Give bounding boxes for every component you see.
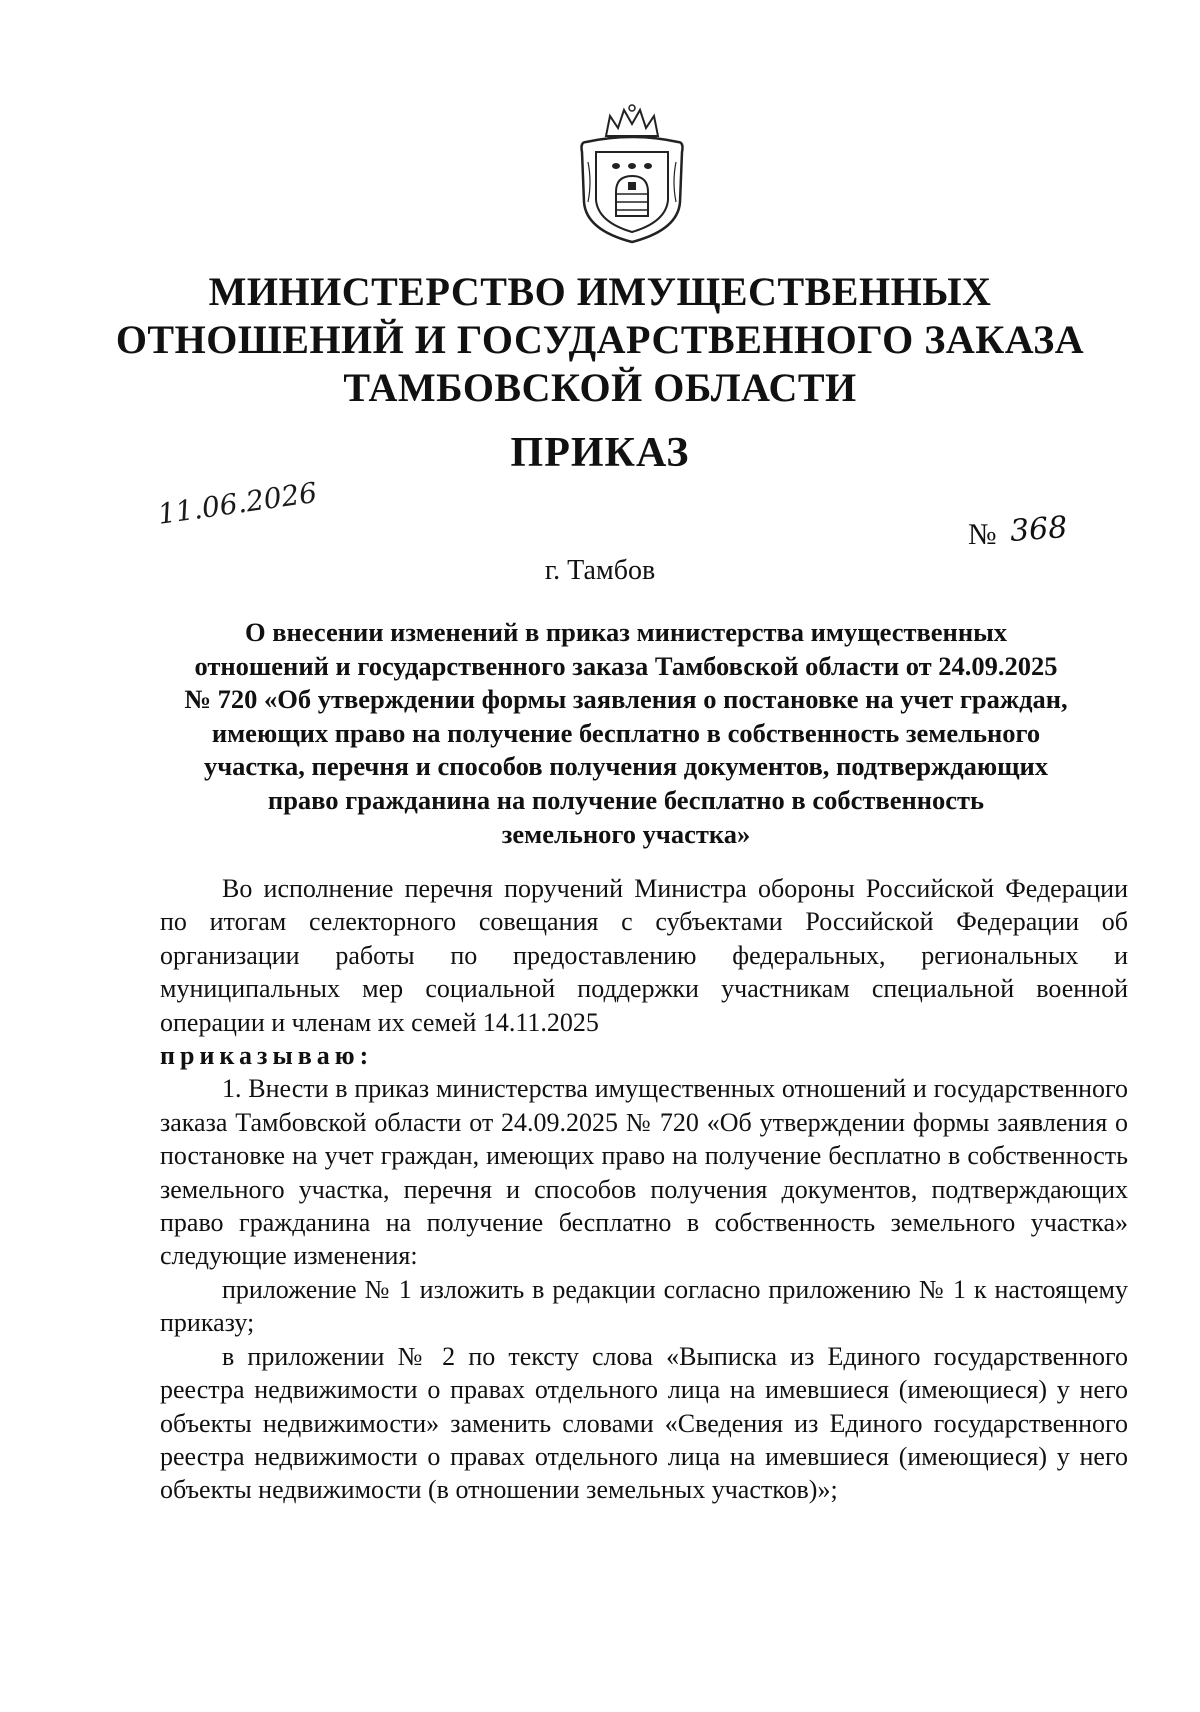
subject-line: № 720 «Об утверждении формы заявления о постановке на учет граждан,	[184, 684, 1068, 715]
coat-of-arms-emblem	[576, 102, 688, 244]
subject-line: отношений и государственного заказа Тамбовской области от 24.09.2025	[194, 650, 1058, 681]
document-subject	[160, 616, 1092, 851]
organization-name-line1: МИНИСТЕРСТВО ИМУЩЕСТВЕННЫХ	[208, 269, 992, 314]
document-type-title: ПРИКАЗ	[510, 430, 690, 476]
handwritten-date: 11.06.2026	[155, 475, 320, 531]
document-body	[160, 872, 1128, 1507]
subject-line: О внесении изменений в приказ министерства имущественных	[244, 617, 1008, 647]
subject-line: право гражданина на получение бесплатно в собственность	[267, 784, 985, 815]
order-word-paragraph	[160, 1039, 1128, 1072]
organization-name-line3: ТАМБОВСКОЙ ОБЛАСТИ	[343, 365, 857, 410]
preamble-paragraph: Во исполнение перечня поручений Министра обороны Российской Федерации по итогам селекторного совещания с субъектами Российской Федерации об организации работы по предоставлению федеральных, региональных и муниципальных мер социальной поддержки участникам специальной военной операции и членам их семей 14.11.2025	[160, 874, 1128, 1037]
order-word: приказываю:	[160, 1041, 374, 1071]
organization-name-line2: ОТНОШЕНИЙ И ГОСУДАРСТВЕННОГО ЗАКАЗА	[115, 317, 1085, 362]
document-number-label: №	[968, 518, 997, 551]
handwritten-document-number: 368	[1008, 510, 1069, 549]
subject-line: земельного участка»	[501, 818, 751, 849]
subject-line: участка, перечня и способов получения документов, подтверждающих	[203, 751, 1049, 782]
change-1-paragraph: приложение № 1 изложить в редакции согласно приложению № 1 к настоящему приказу;	[160, 1274, 1128, 1338]
change-2-paragraph: в приложении № 2 по тексту слова «Выписка из Единого государственного реестра недвижимости о правах отдельного лица на имевшиеся (имеющиеся) у него объекты недвижимости» заменить словами «Сведения из Единого государственного реестра недвижимости о правах отдельного лица на имевшиеся (имеющиеся) у него объекты недвижимости (в отношении земельных участков)»;	[160, 1341, 1128, 1505]
city-name: г. Тамбов	[544, 555, 656, 586]
organization-name	[100, 268, 1100, 412]
item-1-paragraph: 1. Внести в приказ министерства имущественных отношений и государственного заказа Тамбовской области от 24.09.2025 № 720 «Об утверждении формы заявления о постановке на учет граждан, имеющих право на получение бесплатно в собственность земельного участка, перечня и способов получения документов, подтверждающих право гражданина на получение бесплатно в собственность земельного участка» следующие изменения:	[160, 1074, 1128, 1271]
subject-line: имеющих право на получение бесплатно в собственность земельного	[211, 717, 1041, 748]
